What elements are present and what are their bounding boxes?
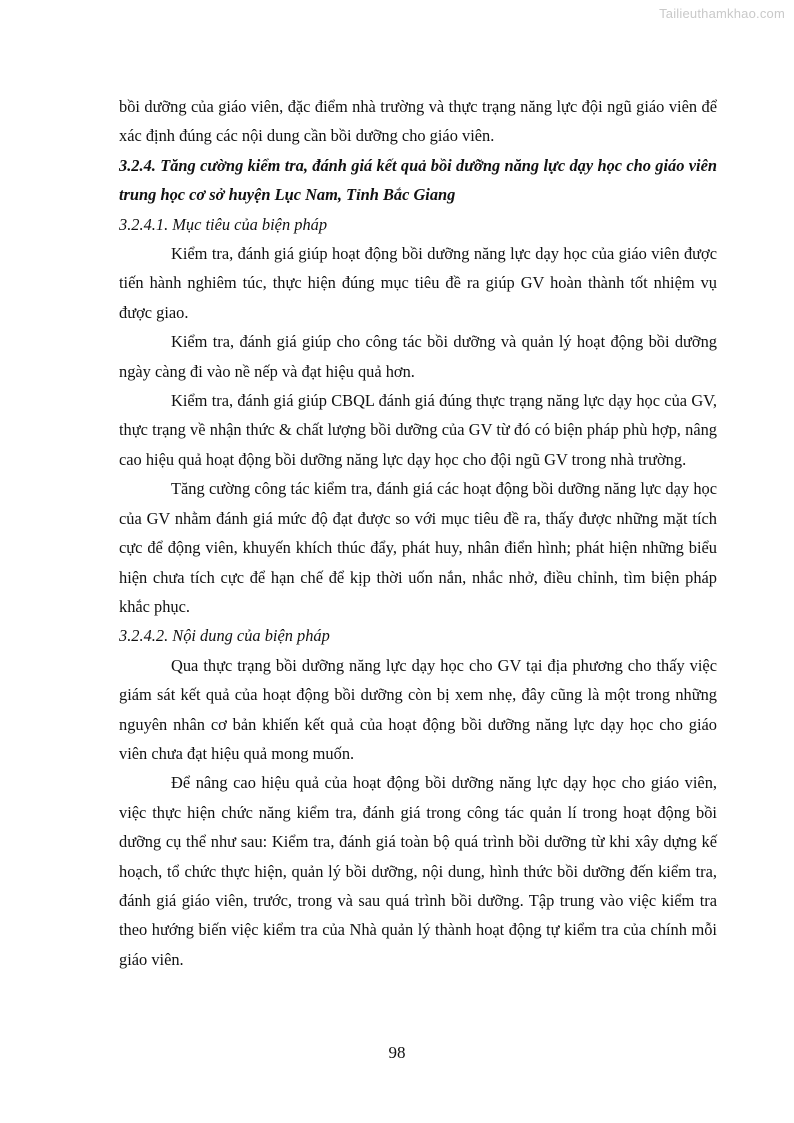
paragraph: Để nâng cao hiệu quả của hoạt động bồi dưỡng năng lực dạy học cho giáo viên, việc thực hiện chức năng kiểm tra, đánh giá trong công tác quản lí trong hoạt động bồi dưỡng cụ thể như sau: Kiểm tra, đánh giá toàn bộ quá trình bồi dưỡng từ khi xây dựng kế hoạch, tổ chức thực hiện, quản lý bồi dưỡng, nội dung, hình thức bồi dưỡng đến kiểm tra, đánh giá giáo viên, trước, trong và sau quá trình bồi dưỡng. Tập trung vào việc kiểm tra theo hướng biến việc kiểm tra của Nhà quản lý thành hoạt động tự kiểm tra của chính mỗi giáo viên. [119,773,717,969]
paragraph: Qua thực trạng bồi dưỡng năng lực dạy học cho GV tại địa phương cho thấy việc giám sát kết quả của hoạt động bồi dưỡng còn bị xem nhẹ, đây cũng là một trong những nguyên nhân cơ bản khiến kết quả của hoạt động bồi dưỡng năng lực dạy học cho giáo viên chưa đạt hiệu quả mong muốn. [119,655,717,763]
paragraph: Kiểm tra, đánh giá giúp cho công tác bồi dưỡng và quản lý hoạt động bồi dưỡng ngày càng đi vào nề nếp và đạt hiệu quả hơn. [119,332,717,381]
paragraph-continuation: bồi dưỡng của giáo viên, đặc điểm nhà trường và thực trạng năng lực đội ngũ giáo viên để xác định đúng các nội dung cần bồi dưỡng cho giáo viên. [119,97,717,146]
document-body [119,92,717,974]
subsection-heading-objectives: 3.2.4.1. Mục tiêu của biện pháp [119,214,328,234]
paragraph: Kiểm tra, đánh giá giúp hoạt động bồi dưỡng năng lực dạy học của giáo viên được tiến hành nghiêm túc, thực hiện đúng mục tiêu đề ra giúp GV hoàn thành tốt nhiệm vụ được giao. [119,244,717,322]
paragraph: Kiểm tra, đánh giá giúp CBQL đánh giá đúng thực trạng năng lực dạy học của GV, thực trạng về nhận thức & chất lượng bồi dưỡng của GV từ đó có biện pháp phù hợp, nâng cao hiệu quả hoạt động bồi dưỡng năng lực dạy học cho đội ngũ GV trong nhà trường. [119,391,717,469]
paragraph: Tăng cường công tác kiểm tra, đánh giá các hoạt động bồi dưỡng năng lực dạy học của GV nhằm đánh giá mức độ đạt được so với mục tiêu đề ra, thấy được những mặt tích cực để động viên, khuyến khích thúc đẩy, phát huy, nhân điển hình; phát hiện những biểu hiện chưa tích cực để hạn chế để kịp thời uốn nắn, nhắc nhở, điều chỉnh, tìm biện pháp khắc phục. [119,479,717,616]
subsection-heading-content: 3.2.4.2. Nội dung của biện pháp [119,626,330,646]
section-heading: 3.2.4. Tăng cường kiểm tra, đánh giá kết quả bồi dưỡng năng lực dạy học cho giáo viên trung học cơ sở huyện Lục Nam, Tỉnh Bắc Giang [119,155,717,205]
watermark-text: Tailieuthamkhao.com [659,6,785,21]
page-number: 98 [388,1043,406,1062]
